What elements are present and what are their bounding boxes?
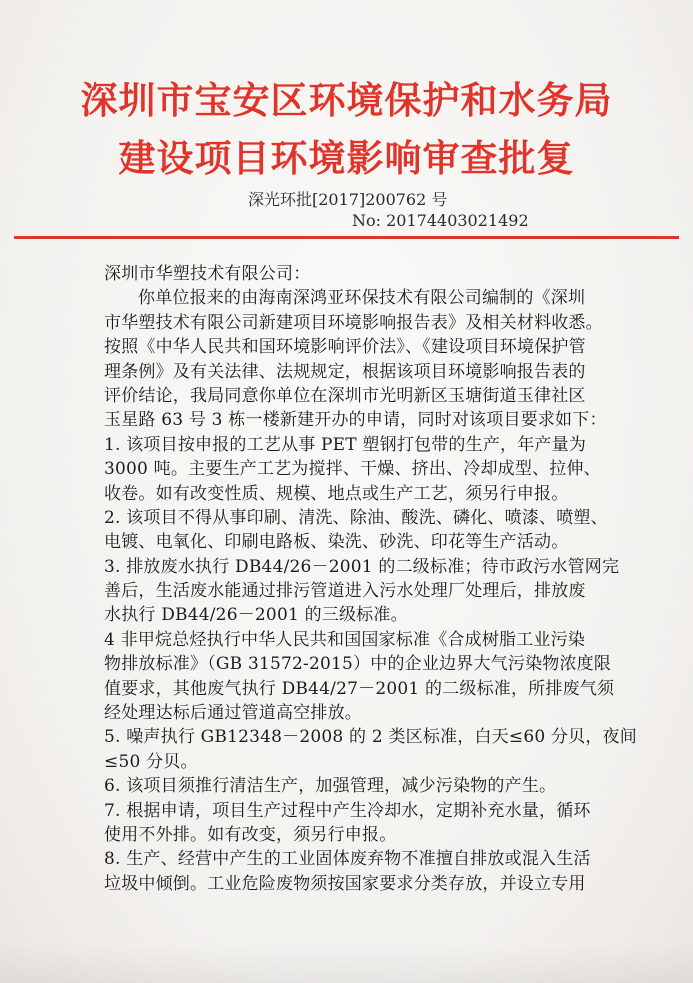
body-line: 按照《中华人民共和国环境影响评价法》、《建设项目环境保护管 — [104, 337, 586, 358]
requirement-item-2: 2. 该项目不得从事印刷、清洗、除油、酸洗、磷化、喷漆、喷塑、 — [104, 507, 608, 528]
requirement-item-7: 7. 根据申请，项目生产过程中产生冷却水，定期补充水量，循环 — [104, 800, 591, 821]
body-line: ≤50 分贝。 — [104, 751, 198, 772]
body-line: 评价结论，我局同意你单位在深圳市光明新区玉塘街道玉律社区 — [104, 385, 586, 406]
body-line: 值要求，其他废气执行 DB44/27－2001 的二级标准，所排废气须 — [104, 678, 615, 699]
requirement-item-5: 5. 噪声执行 GB12348－2008 的 2 类区标准，白天≤60 分贝，夜间 — [104, 727, 637, 748]
body-line: 市华塑技术有限公司新建项目环境影响报告表》及相关材料收悉。 — [104, 312, 603, 333]
requirement-item-8: 8. 生产、经营中产生的工业固体废弃物不准擅自排放或混入生活 — [104, 849, 591, 870]
body-line: 善后，生活废水能通过排污管道进入污水处理厂处理后，排放废 — [104, 581, 586, 602]
body-line: 收卷。如有改变性质、规模、地点或生产工艺，须另行申报。 — [104, 483, 569, 504]
body-line: 使用不外排。如有改变，须另行申报。 — [104, 824, 397, 845]
serial-number: No: 20174403021492 — [352, 211, 529, 230]
requirement-item-6: 6. 该项目须推行清洁生产，加强管理，减少污染物的产生。 — [104, 776, 557, 797]
approval-doc-number: 深光环批[2017]200762 号 — [248, 190, 448, 209]
document-body — [104, 262, 640, 896]
addressee: 深圳市华塑技术有限公司： — [104, 264, 311, 284]
body-line: 电镀、电氧化、印刷电路板、染洗、砂洗、印花等生产活动。 — [104, 532, 569, 553]
header-divider — [14, 236, 679, 239]
document-type-title: 建设项目环境影响审查批复 — [118, 137, 575, 180]
body-line: 水执行 DB44/26－2001 的三级标准。 — [104, 605, 408, 626]
body-line: 物排放标准》（GB 31572-2015）中的企业边界大气污染物浓度限 — [104, 654, 612, 675]
requirement-item-1: 1. 该项目按申报的工艺从事 PET 塑钢打包带的生产，年产量为 — [104, 434, 587, 455]
page-shadow — [0, 943, 693, 983]
body-line: 经处理达标后通过管道高空排放。 — [104, 703, 362, 724]
body-line: 你单位报来的由海南深鸿亚环保技术有限公司编制的《深圳 — [138, 288, 586, 309]
agency-title: 深圳市宝安区环境保护和水务局 — [80, 79, 613, 122]
requirement-item-3: 3. 排放废水执行 DB44/26－2001 的二级标准；待市政污水管网完 — [104, 556, 620, 577]
body-line: 3000 吨。主要生产工艺为搅拌、干燥、挤出、冷却成型、拉伸、 — [104, 459, 601, 480]
body-line: 玉星路 63 号 3 栋一楼新建开办的申请，同时对该项目要求如下： — [104, 410, 607, 431]
requirement-item-4: 4 非甲烷总烃执行中华人民共和国国家标准《合成树脂工业污染 — [104, 629, 586, 650]
body-line: 理条例》及有关法律、法规规定，根据该项目环境影响报告表的 — [104, 361, 586, 382]
body-line: 垃圾中倾倒。工业危险废物须按国家要求分类存放，并设立专用 — [104, 873, 586, 894]
